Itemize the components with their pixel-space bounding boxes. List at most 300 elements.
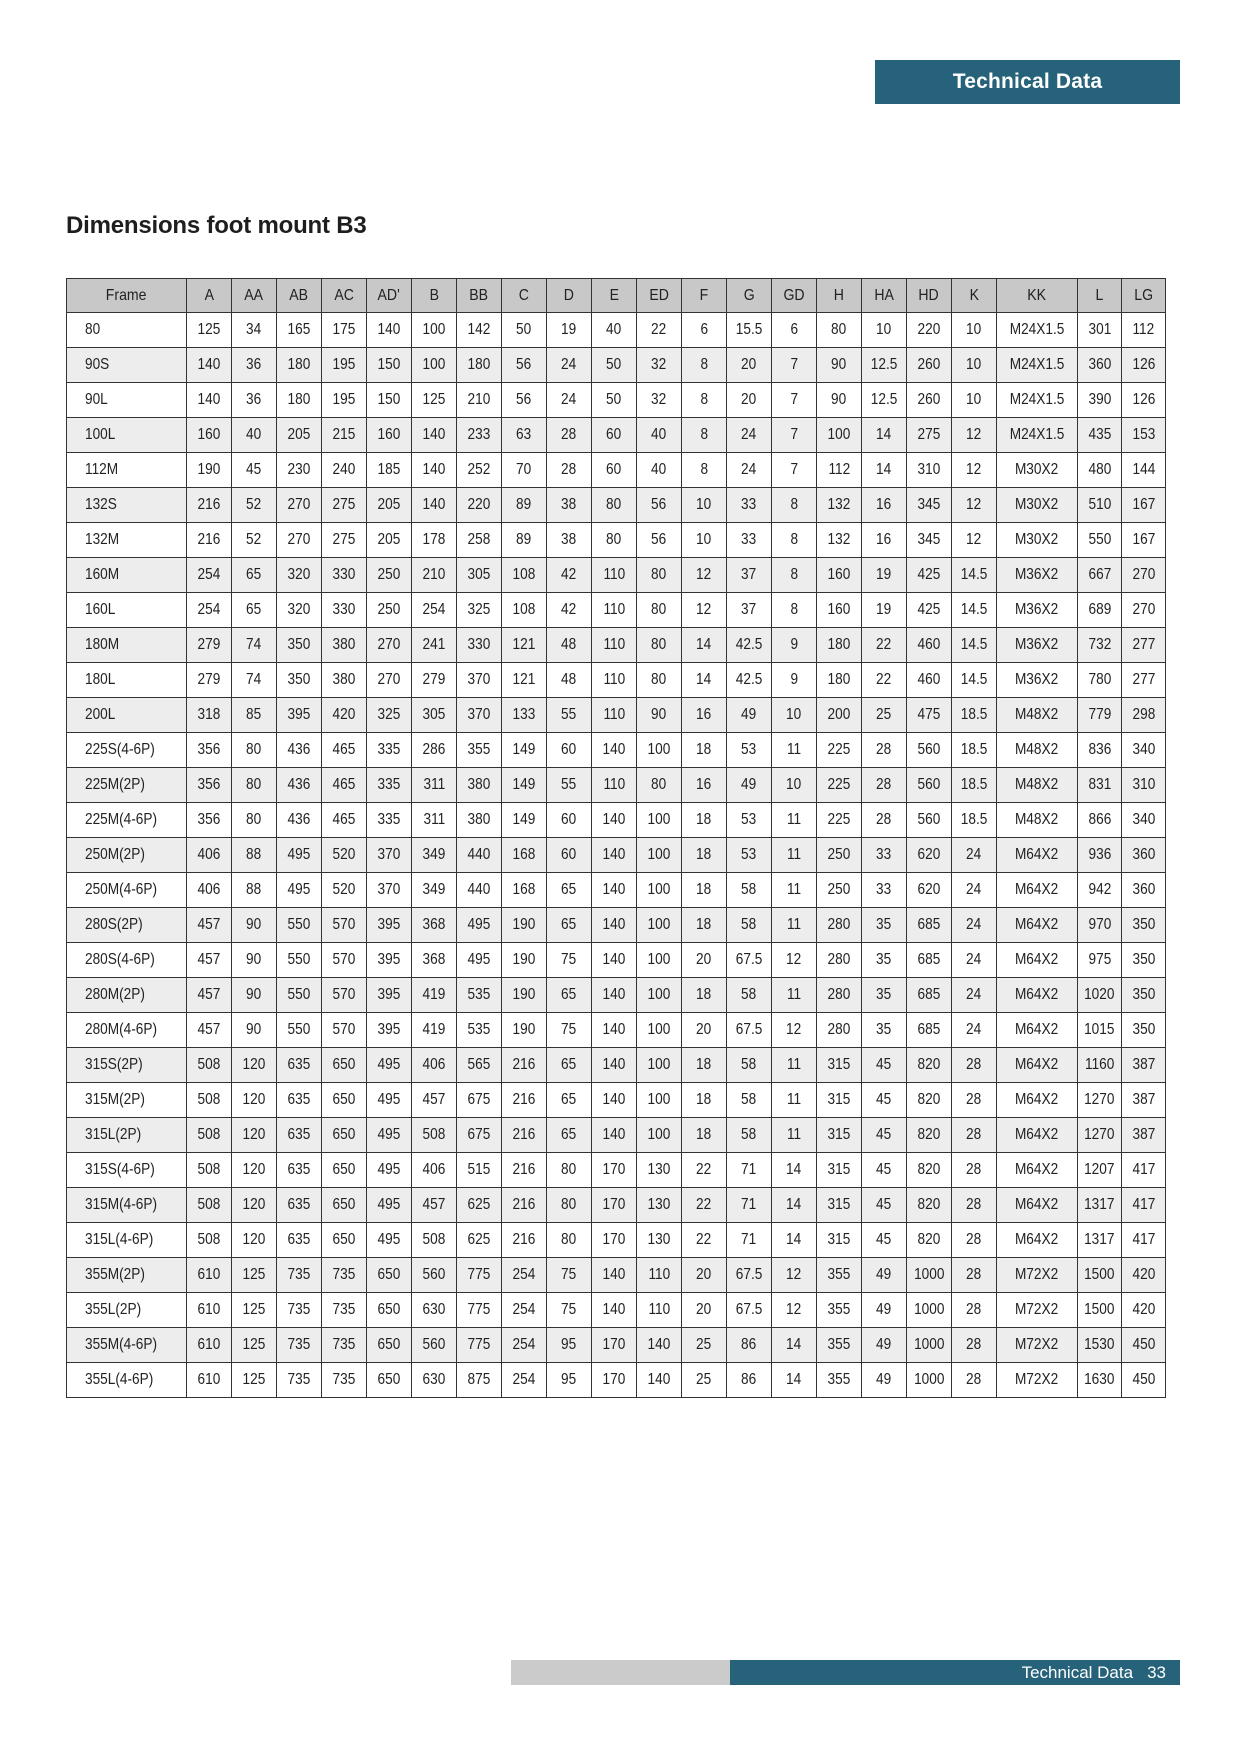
dimension-cell bbox=[457, 698, 502, 733]
dimension-value: 108 bbox=[512, 566, 536, 583]
dimension-value: 875 bbox=[467, 1371, 491, 1388]
dimension-value: 12.5 bbox=[870, 356, 898, 373]
dimension-cell bbox=[1078, 873, 1122, 908]
dimension-cell bbox=[367, 943, 412, 978]
dimension-cell bbox=[1122, 663, 1166, 698]
dimension-value: 167 bbox=[1132, 531, 1155, 548]
dimension-value: 1000 bbox=[913, 1301, 945, 1318]
dimension-cell bbox=[862, 768, 907, 803]
dimension-value: 110 bbox=[648, 1301, 670, 1318]
dimension-value: 36 bbox=[246, 391, 262, 408]
dimension-cell bbox=[232, 873, 277, 908]
dimension-cell bbox=[862, 488, 907, 523]
dimension-cell bbox=[997, 978, 1078, 1013]
dimension-cell bbox=[232, 523, 277, 558]
column-header-label: KK bbox=[1027, 286, 1047, 304]
dimension-value: 195 bbox=[332, 391, 356, 408]
dimension-cell bbox=[637, 558, 682, 593]
dimension-cell bbox=[322, 1013, 367, 1048]
dimension-cell bbox=[277, 733, 322, 768]
column-header-label: GD bbox=[783, 286, 805, 304]
dimension-cell bbox=[862, 733, 907, 768]
dimension-cell bbox=[817, 593, 862, 628]
table-row bbox=[67, 453, 1166, 488]
dimension-cell bbox=[682, 1188, 727, 1223]
dimension-value: 277 bbox=[1132, 636, 1155, 653]
dimension-cell bbox=[997, 418, 1078, 453]
dimension-cell bbox=[502, 1293, 547, 1328]
dimension-value: 53 bbox=[741, 846, 757, 863]
dimension-value: 1317 bbox=[1084, 1231, 1115, 1248]
dimension-value: 417 bbox=[1132, 1196, 1155, 1213]
dimension-cell bbox=[637, 1153, 682, 1188]
dimension-value: 140 bbox=[602, 811, 626, 828]
dimension-value: 140 bbox=[197, 391, 221, 408]
dimension-value: 315 bbox=[827, 1161, 851, 1178]
dimension-cell bbox=[682, 768, 727, 803]
dimension-value: 10 bbox=[786, 776, 802, 793]
frame-cell bbox=[67, 1258, 187, 1293]
dimension-value: 20 bbox=[696, 1266, 712, 1283]
dimension-cell bbox=[277, 418, 322, 453]
dimension-value: 836 bbox=[1088, 741, 1111, 758]
dimension-cell bbox=[277, 978, 322, 1013]
table-row bbox=[67, 768, 1166, 803]
dimension-value: 210 bbox=[467, 391, 491, 408]
dimension-cell bbox=[457, 838, 502, 873]
dimension-cell bbox=[322, 1363, 367, 1398]
dimension-cell bbox=[1122, 943, 1166, 978]
dimension-value: 14 bbox=[696, 636, 712, 653]
dimension-cell bbox=[817, 978, 862, 1013]
dimension-value: 450 bbox=[1132, 1336, 1155, 1353]
dimension-value: M72X2 bbox=[1015, 1371, 1059, 1388]
dimension-value: 20 bbox=[696, 1301, 712, 1318]
dimension-cell bbox=[502, 803, 547, 838]
dimension-cell bbox=[232, 1118, 277, 1153]
dimension-cell bbox=[682, 1328, 727, 1363]
dimension-cell bbox=[727, 908, 772, 943]
dimension-cell bbox=[682, 733, 727, 768]
dimension-value: 120 bbox=[242, 1231, 266, 1248]
dimension-cell bbox=[772, 453, 817, 488]
dimension-cell bbox=[412, 768, 457, 803]
dimension-value: 132 bbox=[827, 531, 851, 548]
dimension-value: 735 bbox=[332, 1266, 356, 1283]
frame-cell bbox=[67, 523, 187, 558]
table-row bbox=[67, 418, 1166, 453]
dimension-cell bbox=[457, 1153, 502, 1188]
dimension-cell bbox=[232, 1013, 277, 1048]
dimension-value: M72X2 bbox=[1015, 1336, 1059, 1353]
dimension-value: 140 bbox=[647, 1371, 671, 1388]
dimension-value: 315 bbox=[827, 1196, 851, 1213]
dimension-cell bbox=[1122, 383, 1166, 418]
dimension-value: 12 bbox=[966, 531, 982, 548]
column-header-label: HD bbox=[918, 286, 940, 304]
dimension-value: 28 bbox=[966, 1266, 982, 1283]
dimension-value: 149 bbox=[512, 741, 536, 758]
dimension-value: 120 bbox=[242, 1056, 266, 1073]
dimension-cell bbox=[547, 1013, 592, 1048]
frame-value: 200L bbox=[85, 706, 116, 723]
dimension-cell bbox=[547, 908, 592, 943]
dimension-value: 100 bbox=[647, 811, 671, 828]
dimension-cell bbox=[502, 523, 547, 558]
dimension-value: 457 bbox=[422, 1196, 446, 1213]
dimension-value: 975 bbox=[1088, 951, 1111, 968]
dimension-cell bbox=[1122, 1013, 1166, 1048]
dimension-value: 140 bbox=[377, 321, 401, 338]
dimension-value: 252 bbox=[467, 461, 491, 478]
dimension-value: 58 bbox=[741, 986, 757, 1003]
dimension-cell bbox=[862, 1258, 907, 1293]
dimension-value: 22 bbox=[696, 1161, 712, 1178]
header-row bbox=[67, 279, 1166, 313]
dimension-cell bbox=[502, 733, 547, 768]
dimension-value: 58 bbox=[741, 1056, 757, 1073]
dimension-cell bbox=[862, 698, 907, 733]
frame-value: 180M bbox=[85, 636, 120, 653]
dimension-cell bbox=[592, 348, 637, 383]
dimension-cell bbox=[682, 488, 727, 523]
dimension-cell bbox=[997, 593, 1078, 628]
dimension-cell bbox=[277, 1363, 322, 1398]
dimension-value: 560 bbox=[917, 776, 941, 793]
dimension-value: 28 bbox=[876, 811, 892, 828]
dimension-cell bbox=[457, 1083, 502, 1118]
dimension-cell bbox=[412, 943, 457, 978]
dimension-value: 144 bbox=[1132, 461, 1155, 478]
dimension-value: 220 bbox=[467, 496, 491, 513]
dimension-cell bbox=[907, 698, 952, 733]
dimension-value: 14 bbox=[786, 1161, 802, 1178]
dimension-value: 457 bbox=[422, 1091, 446, 1108]
dimension-value: 67.5 bbox=[735, 1301, 763, 1318]
dimension-value: 74 bbox=[246, 636, 262, 653]
dimension-cell bbox=[817, 523, 862, 558]
dimension-value: M48X2 bbox=[1015, 706, 1059, 723]
dimension-cell bbox=[367, 488, 412, 523]
dimension-value: 24 bbox=[966, 1021, 982, 1038]
dimension-value: 735 bbox=[287, 1301, 311, 1318]
dimension-value: 28 bbox=[966, 1371, 982, 1388]
dimension-cell bbox=[1122, 1153, 1166, 1188]
dimension-value: 14.5 bbox=[960, 636, 988, 653]
dimension-cell bbox=[637, 593, 682, 628]
dimension-value: 28 bbox=[561, 426, 577, 443]
dimension-value: 140 bbox=[602, 1266, 626, 1283]
dimension-cell bbox=[1078, 838, 1122, 873]
dimension-value: 12 bbox=[786, 1021, 802, 1038]
dimension-cell bbox=[547, 558, 592, 593]
dimension-value: 685 bbox=[917, 916, 941, 933]
frame-cell bbox=[67, 628, 187, 663]
dimension-cell bbox=[592, 733, 637, 768]
column-header-label: D bbox=[563, 286, 575, 304]
dimension-value: 140 bbox=[602, 916, 626, 933]
dimension-cell bbox=[1122, 838, 1166, 873]
dimension-value: 168 bbox=[512, 881, 536, 898]
dimension-cell bbox=[187, 803, 232, 838]
dimension-cell bbox=[412, 803, 457, 838]
dimension-cell bbox=[592, 523, 637, 558]
dimension-cell bbox=[322, 488, 367, 523]
dimension-value: 254 bbox=[197, 601, 221, 618]
dimension-cell bbox=[367, 1328, 412, 1363]
dimension-cell bbox=[907, 383, 952, 418]
column-header bbox=[277, 279, 322, 313]
dimension-cell bbox=[772, 1013, 817, 1048]
dimension-value: 560 bbox=[917, 741, 941, 758]
dimension-cell bbox=[457, 1293, 502, 1328]
dimension-value: 89 bbox=[516, 531, 532, 548]
dimension-cell bbox=[952, 1153, 997, 1188]
dimension-cell bbox=[187, 908, 232, 943]
dimension-cell bbox=[232, 1293, 277, 1328]
dimension-cell bbox=[187, 1258, 232, 1293]
dimension-cell bbox=[232, 453, 277, 488]
dimension-value: 820 bbox=[917, 1231, 941, 1248]
dimension-value: 49 bbox=[876, 1336, 892, 1353]
dimension-value: 160 bbox=[827, 566, 851, 583]
dimension-cell bbox=[502, 698, 547, 733]
dimension-cell bbox=[457, 663, 502, 698]
frame-value: 100L bbox=[85, 426, 116, 443]
dimension-cell bbox=[637, 1118, 682, 1153]
column-header bbox=[232, 279, 277, 313]
dimension-value: 11 bbox=[786, 881, 802, 898]
dimension-cell bbox=[727, 313, 772, 348]
dimension-cell bbox=[1122, 1188, 1166, 1223]
column-header bbox=[997, 279, 1078, 313]
dimension-value: 140 bbox=[422, 496, 446, 513]
dimension-value: 18 bbox=[696, 741, 712, 758]
dimension-value: 355 bbox=[827, 1371, 851, 1388]
dimension-value: 735 bbox=[332, 1371, 356, 1388]
dimension-value: 436 bbox=[287, 741, 311, 758]
dimension-cell bbox=[547, 1328, 592, 1363]
dimension-cell bbox=[772, 558, 817, 593]
dimension-value: 53 bbox=[741, 811, 757, 828]
dimension-value: 71 bbox=[741, 1161, 757, 1178]
dimension-cell bbox=[682, 873, 727, 908]
dimension-cell bbox=[952, 1083, 997, 1118]
dimension-value: 325 bbox=[377, 706, 401, 723]
dimension-cell bbox=[277, 1258, 322, 1293]
dimension-cell bbox=[997, 313, 1078, 348]
dimension-value: 630 bbox=[422, 1301, 446, 1318]
dimension-cell bbox=[322, 1083, 367, 1118]
dimension-cell bbox=[817, 838, 862, 873]
dimension-cell bbox=[457, 1328, 502, 1363]
dimension-value: 11 bbox=[786, 1056, 802, 1073]
frame-value: 315L(2P) bbox=[85, 1126, 142, 1143]
dimension-value: 315 bbox=[827, 1126, 851, 1143]
dimension-cell bbox=[772, 978, 817, 1013]
dimension-cell bbox=[1122, 453, 1166, 488]
dimension-cell bbox=[1122, 1293, 1166, 1328]
dimension-cell bbox=[547, 523, 592, 558]
dimension-cell bbox=[1122, 418, 1166, 453]
dimension-cell bbox=[592, 628, 637, 663]
dimension-cell bbox=[727, 1223, 772, 1258]
dimension-value: 45 bbox=[876, 1056, 892, 1073]
dimension-cell bbox=[952, 1363, 997, 1398]
dimension-value: 65 bbox=[561, 1091, 577, 1108]
column-header bbox=[412, 279, 457, 313]
dimension-cell bbox=[502, 768, 547, 803]
dimension-cell bbox=[187, 1293, 232, 1328]
dimension-value: 1530 bbox=[1084, 1336, 1115, 1353]
dimension-cell bbox=[187, 348, 232, 383]
dimension-value: 395 bbox=[287, 706, 311, 723]
dimension-value: 1270 bbox=[1084, 1091, 1115, 1108]
column-header bbox=[862, 279, 907, 313]
dimension-cell bbox=[547, 663, 592, 698]
dimension-cell bbox=[187, 733, 232, 768]
column-header bbox=[1078, 279, 1122, 313]
dimension-cell bbox=[772, 803, 817, 838]
dimension-cell bbox=[592, 1083, 637, 1118]
dimension-cell bbox=[277, 908, 322, 943]
dimension-value: 8 bbox=[790, 496, 798, 513]
dimension-cell bbox=[997, 1048, 1078, 1083]
dimension-value: 315 bbox=[827, 1231, 851, 1248]
dimension-cell bbox=[457, 733, 502, 768]
dimension-cell bbox=[952, 453, 997, 488]
dimension-cell bbox=[637, 1258, 682, 1293]
dimension-value: 942 bbox=[1088, 881, 1111, 898]
dimension-cell bbox=[322, 418, 367, 453]
dimension-cell bbox=[907, 1258, 952, 1293]
column-header bbox=[1122, 279, 1166, 313]
dimension-cell bbox=[997, 768, 1078, 803]
dimension-cell bbox=[457, 1258, 502, 1293]
dimension-cell bbox=[547, 1083, 592, 1118]
dimension-cell bbox=[502, 348, 547, 383]
frame-value: 280M(2P) bbox=[85, 986, 145, 1003]
dimension-value: 14 bbox=[786, 1196, 802, 1213]
dimension-cell bbox=[367, 1188, 412, 1223]
dimension-cell bbox=[637, 1188, 682, 1223]
dimension-cell bbox=[277, 803, 322, 838]
dimension-value: 160 bbox=[827, 601, 851, 618]
dimension-cell bbox=[277, 523, 322, 558]
dimension-value: 8 bbox=[700, 461, 708, 478]
dimension-cell bbox=[952, 838, 997, 873]
dimension-value: 42 bbox=[561, 601, 577, 618]
dimension-cell bbox=[412, 383, 457, 418]
table-row bbox=[67, 838, 1166, 873]
dimension-cell bbox=[1122, 978, 1166, 1013]
dimension-cell bbox=[322, 1328, 367, 1363]
dimension-value: 250 bbox=[827, 846, 851, 863]
dimension-value: 301 bbox=[1088, 321, 1111, 338]
dimension-value: 350 bbox=[1132, 1021, 1155, 1038]
dimension-value: 349 bbox=[422, 881, 446, 898]
dimension-cell bbox=[187, 453, 232, 488]
dimension-value: 150 bbox=[377, 391, 401, 408]
dimension-value: M64X2 bbox=[1015, 1196, 1059, 1213]
dimension-value: 24 bbox=[966, 881, 982, 898]
dimension-cell bbox=[997, 1118, 1078, 1153]
dimension-cell bbox=[232, 383, 277, 418]
dimension-value: 24 bbox=[561, 356, 577, 373]
dimension-value: 635 bbox=[287, 1126, 311, 1143]
dimension-cell bbox=[1078, 523, 1122, 558]
dimension-cell bbox=[817, 383, 862, 418]
dimension-value: 570 bbox=[332, 986, 356, 1003]
dimension-value: 28 bbox=[966, 1196, 982, 1213]
dimension-cell bbox=[457, 453, 502, 488]
dimension-value: 280 bbox=[827, 986, 851, 1003]
dimension-cell bbox=[232, 593, 277, 628]
dimension-value: 216 bbox=[512, 1056, 536, 1073]
dimension-cell bbox=[682, 978, 727, 1013]
dimension-cell bbox=[952, 978, 997, 1013]
dimension-value: 16 bbox=[696, 706, 712, 723]
table-row bbox=[67, 523, 1166, 558]
dimension-value: 75 bbox=[561, 1266, 577, 1283]
dimension-value: M72X2 bbox=[1015, 1266, 1059, 1283]
dimension-cell bbox=[1122, 1223, 1166, 1258]
dimension-cell bbox=[322, 978, 367, 1013]
dimension-cell bbox=[997, 803, 1078, 838]
dimension-cell bbox=[547, 1153, 592, 1188]
dimension-cell bbox=[592, 803, 637, 838]
dimension-value: 190 bbox=[512, 986, 536, 1003]
dimension-value: 18.5 bbox=[960, 706, 988, 723]
dimension-value: 275 bbox=[332, 531, 356, 548]
dimension-value: 100 bbox=[647, 951, 671, 968]
dimension-cell bbox=[322, 1293, 367, 1328]
dimension-cell bbox=[277, 1328, 322, 1363]
dimension-value: 205 bbox=[377, 531, 401, 548]
dimension-cell bbox=[547, 313, 592, 348]
dimension-cell bbox=[907, 768, 952, 803]
dimension-value: 970 bbox=[1088, 916, 1111, 933]
dimension-cell bbox=[1122, 1048, 1166, 1083]
dimension-cell bbox=[727, 628, 772, 663]
dimension-value: 90 bbox=[246, 916, 262, 933]
dimension-cell bbox=[1078, 1328, 1122, 1363]
dimension-value: M36X2 bbox=[1015, 601, 1059, 618]
frame-cell bbox=[67, 488, 187, 523]
dimension-cell bbox=[682, 1258, 727, 1293]
dimension-cell bbox=[997, 348, 1078, 383]
dimension-cell bbox=[592, 1118, 637, 1153]
dimension-value: 14 bbox=[696, 671, 712, 688]
dimension-value: 457 bbox=[197, 986, 221, 1003]
dimension-cell bbox=[727, 1188, 772, 1223]
dimension-cell bbox=[232, 1328, 277, 1363]
table-header bbox=[67, 279, 1166, 313]
frame-cell bbox=[67, 873, 187, 908]
dimension-cell bbox=[952, 1118, 997, 1153]
dimension-cell bbox=[637, 803, 682, 838]
dimension-cell bbox=[772, 1363, 817, 1398]
dimension-value: 820 bbox=[917, 1161, 941, 1178]
dimension-value: 130 bbox=[647, 1231, 671, 1248]
dimension-value: 820 bbox=[917, 1091, 941, 1108]
dimension-cell bbox=[637, 943, 682, 978]
dimension-value: 11 bbox=[786, 741, 802, 758]
dimension-value: 65 bbox=[561, 1126, 577, 1143]
dimension-cell bbox=[232, 418, 277, 453]
dimension-cell bbox=[772, 1153, 817, 1188]
dimension-value: 24 bbox=[741, 461, 757, 478]
